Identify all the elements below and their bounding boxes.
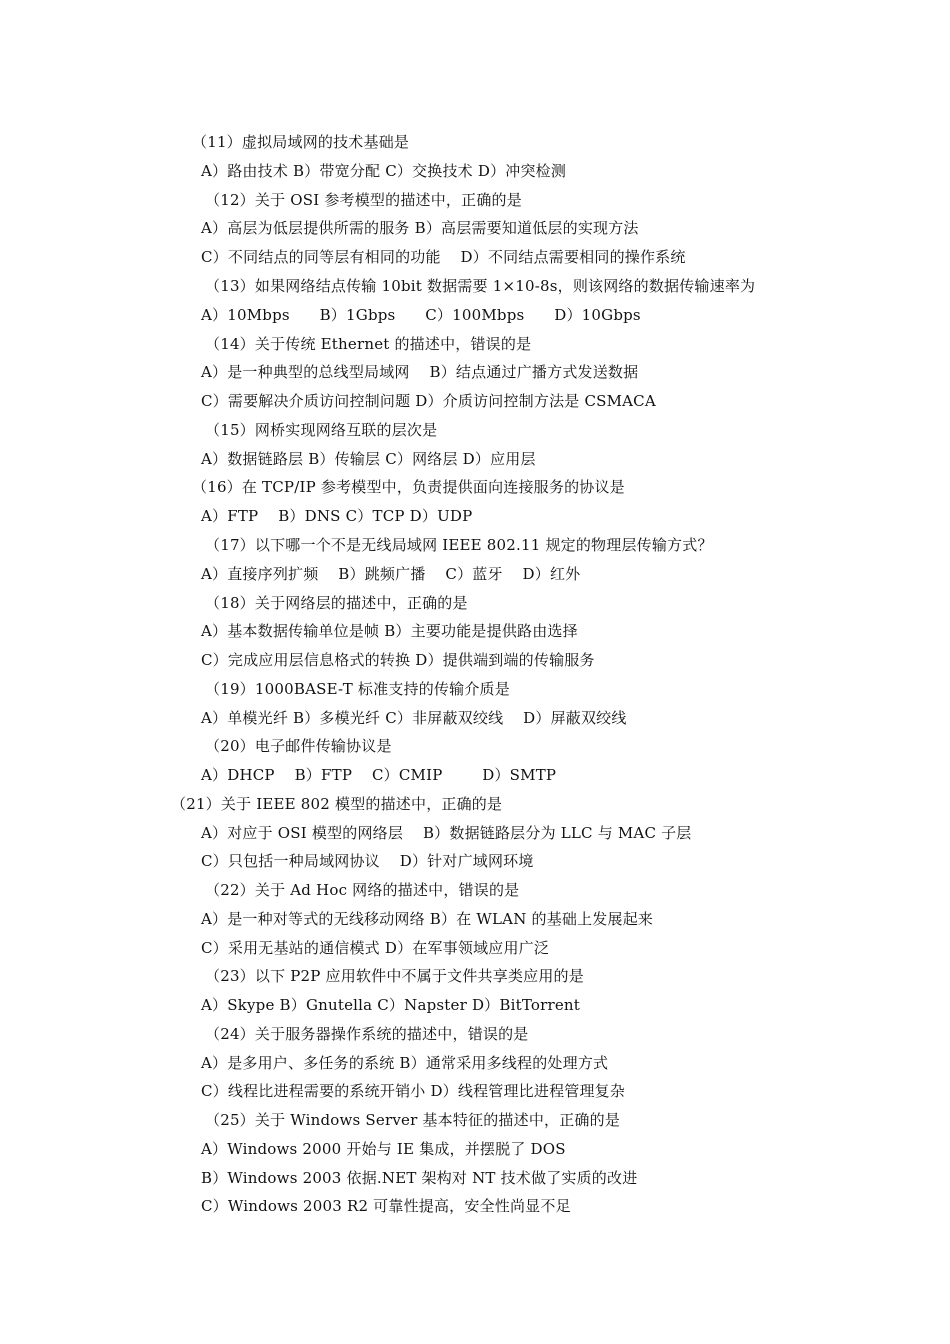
question-23: （23）以下 P2P 应用软件中不属于文件共享类应用的是 bbox=[205, 967, 584, 985]
question-25: （25）关于 Windows Server 基本特征的描述中，正确的是 bbox=[205, 1111, 621, 1129]
question-21: （21）关于 IEEE 802 模型的描述中，正确的是 bbox=[171, 795, 503, 813]
options-11: A）路由技术 B）带宽分配 C）交换技术 D）冲突检测 bbox=[201, 162, 567, 180]
question-16: （16）在 TCP/IP 参考模型中，负责提供面向连接服务的协议是 bbox=[192, 478, 625, 496]
options-15: A）数据链路层 B）传输层 C）网络层 D）应用层 bbox=[201, 450, 536, 468]
options-22-ab: A）是一种对等式的无线移动网络 B）在 WLAN 的基础上发展起来 bbox=[201, 910, 654, 928]
options-20: A）DHCP B）FTP C）CMIP D）SMTP bbox=[201, 766, 557, 784]
options-14-ab: A）是一种典型的总线型局域网 B）结点通过广播方式发送数据 bbox=[201, 363, 639, 381]
option-25-c: C）Windows 2003 R2 可靠性提高，安全性尚显不足 bbox=[201, 1197, 571, 1215]
options-18-cd: C）完成应用层信息格式的转换 D）提供端到端的传输服务 bbox=[201, 651, 595, 669]
options-23: A）Skype B）Gnutella C）Napster D）BitTorrent bbox=[201, 996, 580, 1014]
question-14: （14）关于传统 Ethernet 的描述中，错误的是 bbox=[205, 335, 532, 353]
options-19: A）单模光纤 B）多模光纤 C）非屏蔽双绞线 D）屏蔽双绞线 bbox=[201, 709, 627, 727]
options-21-ab: A）对应于 OSI 模型的网络层 B）数据链路层分为 LLC 与 MAC 子层 bbox=[201, 824, 692, 842]
question-20: （20）电子邮件传输协议是 bbox=[205, 737, 392, 755]
option-25-b: B）Windows 2003 依据.NET 架构对 NT 技术做了实质的改进 bbox=[201, 1169, 638, 1187]
options-12-ab: A）高层为低层提供所需的服务 B）高层需要知道低层的实现方法 bbox=[201, 219, 639, 237]
question-17: （17）以下哪一个不是无线局域网 IEEE 802.11 规定的物理层传输方式？ bbox=[205, 536, 713, 554]
option-25-a: A）Windows 2000 开始与 IE 集成，并摆脱了 DOS bbox=[201, 1140, 566, 1158]
options-21-cd: C）只包括一种局域网协议 D）针对广域网环境 bbox=[201, 852, 534, 870]
options-24-ab: A）是多用户、多任务的系统 B）通常采用多线程的处理方式 bbox=[201, 1054, 609, 1072]
options-24-cd: C）线程比进程需要的系统开销小 D）线程管理比进程管理复杂 bbox=[201, 1082, 626, 1100]
options-17: A）直接序列扩频 B）跳频广播 C）蓝牙 D）红外 bbox=[201, 565, 581, 583]
question-12: （12）关于 OSI 参考模型的描述中，正确的是 bbox=[205, 191, 522, 209]
options-12-cd: C）不同结点的同等层有相同的功能 D）不同结点需要相同的操作系统 bbox=[201, 248, 686, 266]
options-16: A）FTP B）DNS C）TCP D）UDP bbox=[201, 507, 473, 525]
options-18-ab: A）基本数据传输单位是帧 B）主要功能是提供路由选择 bbox=[201, 622, 578, 640]
question-13: （13）如果网络结点传输 10bit 数据需要 1×10-8s，则该网络的数据传输速率为 bbox=[205, 277, 756, 295]
question-15: （15）网桥实现网络互联的层次是 bbox=[205, 421, 438, 439]
question-19: （19）1000BASE-T 标准支持的传输介质是 bbox=[205, 680, 510, 698]
question-24: （24）关于服务器操作系统的描述中，错误的是 bbox=[205, 1025, 529, 1043]
question-18: （18）关于网络层的描述中，正确的是 bbox=[205, 594, 468, 612]
options-14-cd: C）需要解决介质访问控制问题 D）介质访问控制方法是 CSMACA bbox=[201, 392, 656, 410]
question-22: （22）关于 Ad Hoc 网络的描述中，错误的是 bbox=[205, 881, 520, 899]
question-11: （11）虚拟局域网的技术基础是 bbox=[192, 133, 410, 151]
options-13: A）10Mbps B）1Gbps C）100Mbps D）10Gbps bbox=[201, 306, 641, 324]
options-22-cd: C）采用无基站的通信模式 D）在军事领域应用广泛 bbox=[201, 939, 550, 957]
